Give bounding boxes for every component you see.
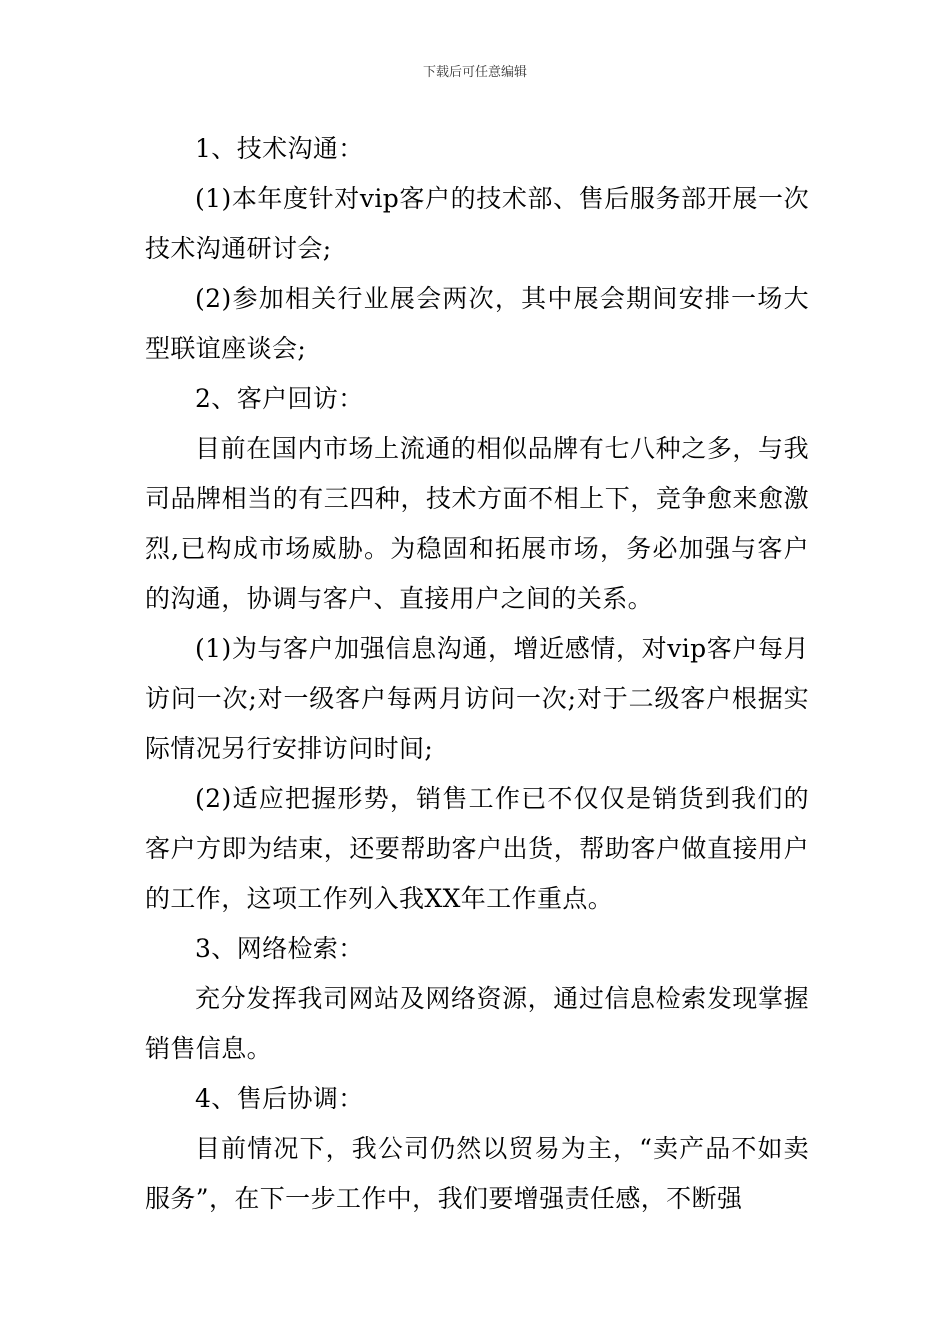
section-heading-after-sales: 4、售后协调： xyxy=(195,1084,364,1113)
paragraph: 目前情况下，我公司仍然以贸易为主，“卖产品不如卖服务”，在下一步工作中，我们要增强责任感，不断强 xyxy=(145,1134,809,1213)
paragraph: 充分发挥我司网站及网络资源，通过信息检索发现掌握销售信息。 xyxy=(145,984,809,1063)
paragraph: (1)为与客户加强信息沟通，增近感情，对vip客户每月访问一次;对一级客户每两月访问一次;对于二级客户根据实际情况另行安排访问时间; xyxy=(145,634,809,763)
section-heading-tech-communication: 1、技术沟通： xyxy=(195,134,364,163)
section-heading-network-search: 3、网络检索： xyxy=(195,934,364,963)
page-header: 下载后可任意编辑 xyxy=(422,65,527,80)
paragraph: (1)本年度针对vip客户的技术部、售后服务部开展一次技术沟通研讨会; xyxy=(145,184,809,263)
paragraph: 目前在国内市场上流通的相似品牌有七八种之多，与我司品牌相当的有三四种，技术方面不相上下，竞争愈来愈激烈,已构成市场威胁。为稳固和拓展市场，务必加强与客户的沟通，协调与客户、直接用户之间的关系。 xyxy=(145,434,809,613)
section-heading-customer-visit: 2、客户回访： xyxy=(195,384,364,413)
document-body xyxy=(145,124,809,1224)
paragraph: (2)参加相关行业展会两次，其中展会期间安排一场大型联谊座谈会; xyxy=(145,284,809,363)
paragraph: (2)适应把握形势，销售工作已不仅仅是销货到我们的客户方即为结束，还要帮助客户出货，帮助客户做直接用户的工作，这项工作列入我XX年工作重点。 xyxy=(145,784,809,913)
